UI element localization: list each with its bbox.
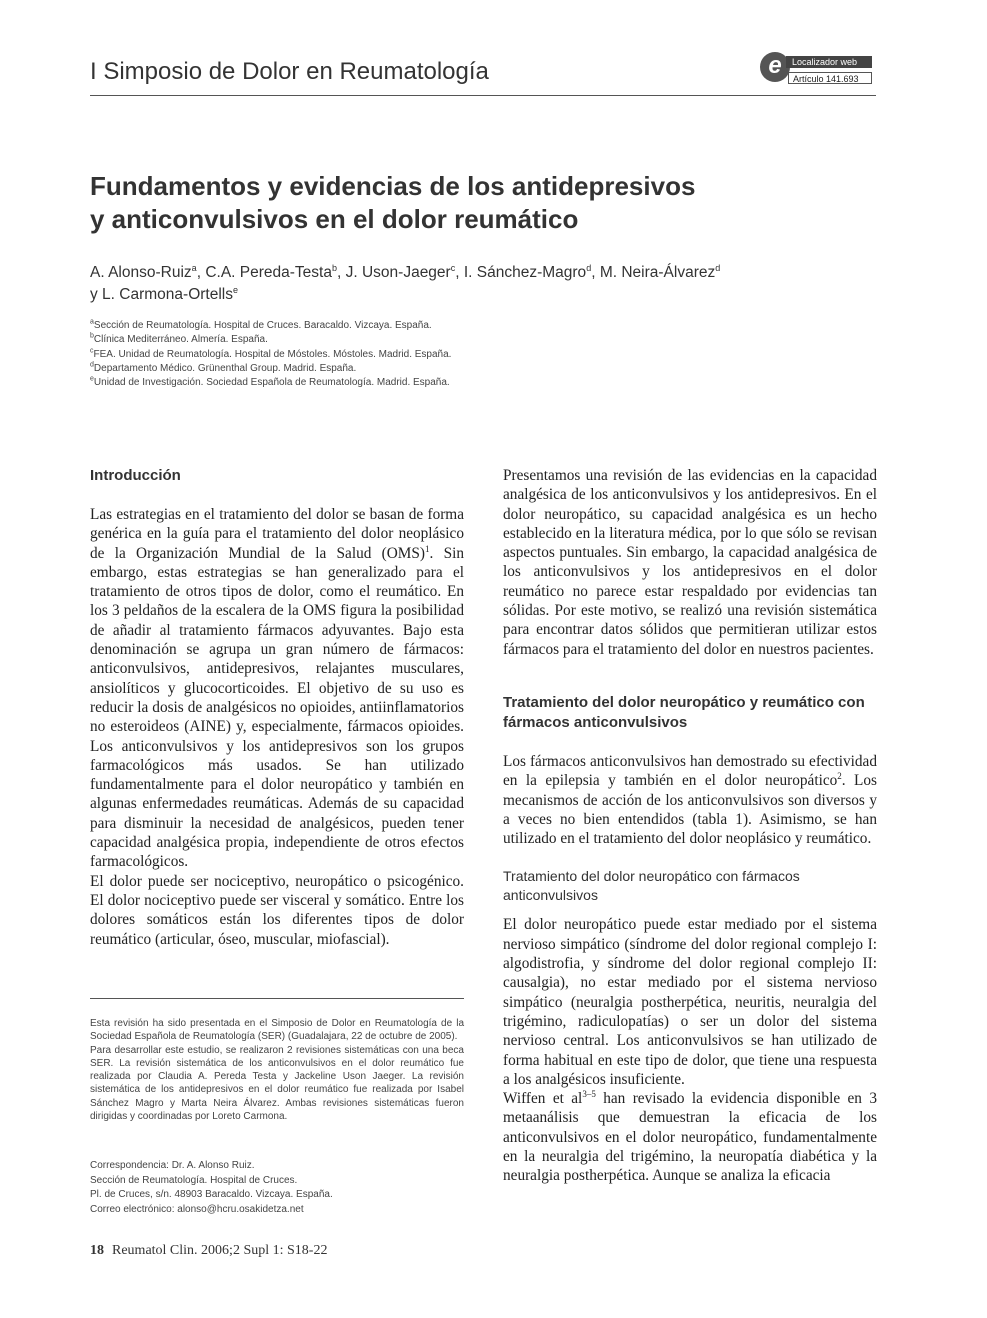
affiliation-item bbox=[90, 319, 790, 333]
section-heading-anticonvulsivos: Tratamiento del dolor neuropático y reumático con fármacos anticonvulsivos bbox=[503, 693, 865, 731]
author: y L. Carmona-Ortells bbox=[90, 286, 233, 303]
subsection-heading-neuropatico: Tratamiento del dolor neuropático con fármacos anticonvulsivos bbox=[503, 868, 800, 904]
author: J. Uson-Jaeger bbox=[345, 264, 451, 281]
affiliation-item bbox=[90, 376, 790, 390]
affiliation-item bbox=[90, 362, 790, 376]
page-number: 18 bbox=[90, 1243, 104, 1258]
neuropatico-paragraph-1: El dolor neuropático puede estar mediado por el sistema nervioso simpático (síndrome del dolor regional complejo I: algodistrofia, y síndrome del dolor regional complejo II: causalgia), no estar mediado por el sistema nervioso simpático (neuralgia postherpética, neuritis, neuralgia del trigémino, radiculopatías) o ser un dolor del sistema nervioso central. Los anticonvulsivos se han utilizado de forma habitual en este tipo de dolor, que tiene una respuesta a los analgésicos insuficiente. bbox=[503, 916, 877, 1088]
affiliation-text: Unidad de Investigación. Sociedad Española de Reumatología. Madrid. España. bbox=[93, 377, 450, 389]
title-line-1: Fundamentos y evidencias de los antidepresivos bbox=[90, 171, 696, 201]
reference-mark[interactable]: 2 bbox=[837, 771, 842, 782]
affiliation-text: Sección de Reumatología. Hospital de Cruces. Baracaldo. Vizcaya. España. bbox=[93, 320, 432, 331]
correspondence-dept: Sección de Reumatología. Hospital de Cruces. bbox=[90, 1174, 298, 1186]
author: C.A. Pereda-Testa bbox=[205, 264, 332, 281]
article-number: 141.693 bbox=[826, 74, 859, 84]
neuropatico-paragraph-2 bbox=[503, 1089, 877, 1185]
affiliation-mark: a bbox=[90, 318, 94, 326]
body-text: han revisado la evidencia disponible en 3 metaanálisis que demuestran la eficacia de los anticonvulsivos en el dolor neuropático, fundamentalmente en la neuralgia del trigémino, la neuropatía diabética y la neuralgia postherpética. Aunque se analiza la eficacia bbox=[503, 1090, 877, 1185]
header-divider bbox=[90, 95, 876, 96]
author-affiliation-mark: b bbox=[331, 262, 337, 273]
author: M. Neira-Álvarez bbox=[599, 264, 716, 281]
article-title bbox=[90, 170, 870, 236]
article-id bbox=[788, 72, 872, 84]
e-logo-icon: e bbox=[760, 52, 790, 82]
reference-mark[interactable]: 1 bbox=[424, 543, 430, 554]
correspondence-name: Correspondencia: Dr. A. Alonso Ruiz. bbox=[90, 1160, 255, 1171]
reference-mark[interactable]: 3–5 bbox=[582, 1089, 596, 1100]
article-label: Artículo bbox=[793, 74, 824, 84]
footnote-presentation: Esta revisión ha sido presentada en el Simposio de Dolor en Reumatología de la Sociedad Española de Reumatología (SER) (Guadalajara, 22 de octubre de 2005). bbox=[90, 1018, 464, 1043]
author-separator: , bbox=[196, 264, 206, 281]
running-title: I Simposio de Dolor en Reumatología bbox=[90, 58, 489, 85]
footnote-funding: Para desarrollar este estudio, se realizaron 2 revisiones sistemáticas con una beca SER. La revisión sistemática de los anticonvulsivos en el dolor reumático fue realizada por Claudia A. Pereda Testa y Jackeline Uson Jaeger. La revisión sistemática de los antidepresivos en el dolor reumático fue realizada por Isabel Sánchez Magro y Marta Neira Álvarez. Ambas revisiones sistemáticas fueron dirigidas y coordinadas por Loreto Carmona. bbox=[90, 1044, 464, 1123]
affiliation-item bbox=[90, 333, 790, 347]
affiliation-text: Departamento Médico. Grünenthal Group. Madrid. España. bbox=[93, 362, 357, 374]
web-locator-badge[interactable] bbox=[760, 52, 874, 88]
affiliation-mark: d bbox=[90, 361, 94, 369]
affiliation-list bbox=[90, 319, 790, 390]
section-heading-introduccion: Introducción bbox=[90, 467, 181, 484]
affiliation-text: Clínica Mediterráneo. Almería. España. bbox=[93, 334, 268, 346]
author-list bbox=[90, 262, 870, 306]
correspondence-email[interactable]: Correo electrónico: alonso@hcru.osakidetza.net bbox=[90, 1203, 304, 1215]
body-text: . Los mecanismos de acción de los anticonvulsivos son diversos y a veces no bien entendidos (tabla 1). Asimismo, se han utilizado en el tratamiento del dolor neoplásico y reumático. bbox=[503, 772, 877, 848]
author-separator: , bbox=[336, 264, 346, 281]
author-affiliation-mark: d bbox=[715, 262, 721, 273]
affiliation-item bbox=[90, 348, 790, 362]
affiliation-mark: b bbox=[90, 332, 94, 340]
journal-citation: Reumatol Clin. 2006;2 Supl 1: S18-22 bbox=[112, 1243, 328, 1258]
affiliation-mark: c bbox=[90, 347, 94, 355]
author-separator: , bbox=[455, 264, 464, 281]
author: A. Alonso-Ruiz bbox=[90, 264, 192, 281]
intro-text: . Sin embargo, estas estrategias se han generalizado para el tratamiento de otros tipos de dolor, como el reumático. En los 3 peldaños de la escalera de la OMS figura la posibilidad de añadir al tratamiento fármacos adyuvantes. Bajo esta denominación se agrupa un gran número de fármacos: anticonvulsivos, antidepresivos, relajantes musculares, ansiolíticos y glucocorticoides. El objetivo de su uso es reducir la dosis de analgésicos no opioides, antiinflamatorios no esteroideos (AINE) y, especialmente, fármacos opioides. Los anticonvulsivos y los antidepresivos son los grupos farmacológicos más usados. Se han utilizado fundamentalmente para el dolor neuropático y también en algunas enfermedades reumáticas. Además de su capacidad para disminuir la necesidad de analgésicos, pueden tener capacidad analgésica propia, independiente de otros efectos farmacológicos. bbox=[90, 544, 464, 871]
correspondence-address: Pl. de Cruces, s/n. 48903 Baracaldo. Vizcaya. España. bbox=[90, 1189, 333, 1200]
intro-paragraph-3: Presentamos una revisión de las evidencias en la capacidad analgésica de los anticonvulsivos y los antidepresivos. En el dolor neuropático, su capacidad analgésica es un hecho establecido en la literatura médica, por lo que sólo se revisan aspectos puntuales. Sin embargo, la capacidad analgésica de los anticonvulsivos y los antidepresivos en el dolor reumático no parece estar respaldado por evidencias tan sólidas. Por este motivo, se realizó una revisión sistemática para encontrar datos sólidos que permitieran utilizar estos fármacos para el tratamiento del dolor en nuestros pacientes. bbox=[503, 467, 877, 658]
author-affiliation-mark: d bbox=[586, 262, 592, 273]
footnote-divider bbox=[90, 998, 464, 999]
author-affiliation-mark: a bbox=[191, 262, 197, 273]
body-text: Wiffen et al bbox=[503, 1090, 583, 1108]
locator-label: Localizador web bbox=[786, 56, 872, 68]
footnotes bbox=[90, 1017, 464, 1123]
anticonvulsivos-paragraph bbox=[503, 752, 877, 848]
intro-text: Las estrategias en el tratamiento del dolor se basan de forma genérica en la guía para el tratamiento del dolor neoplásico de la Organización Mundial de la Salud (OMS) bbox=[90, 506, 464, 562]
page-footer bbox=[90, 1243, 327, 1259]
left-column bbox=[90, 466, 464, 949]
intro-paragraph-2: El dolor puede ser nociceptivo, neuropático o psicogénico. El dolor nociceptivo puede ser visceral y somático. Entre los dolores somáticos están los diferentes tipos de dolor reumático (articular, óseo, muscular, miofascial). bbox=[90, 872, 464, 948]
right-column bbox=[503, 466, 877, 1186]
intro-paragraph-1 bbox=[90, 505, 464, 872]
title-line-2: y anticonvulsivos en el dolor reumático bbox=[90, 204, 579, 234]
affiliation-text: FEA. Unidad de Reumatología. Hospital de Móstoles. Móstoles. Madrid. España. bbox=[93, 348, 452, 360]
author-separator: , bbox=[591, 264, 600, 281]
body-text: Los fármacos anticonvulsivos han demostrado su efectividad en la epilepsia y también en el dolor neuropático bbox=[503, 752, 877, 790]
affiliation-mark: e bbox=[90, 375, 94, 383]
correspondence-block bbox=[90, 1159, 464, 1217]
author-affiliation-mark: c bbox=[450, 262, 456, 273]
author: I. Sánchez-Magro bbox=[463, 264, 587, 281]
author-affiliation-mark: e bbox=[232, 284, 238, 295]
